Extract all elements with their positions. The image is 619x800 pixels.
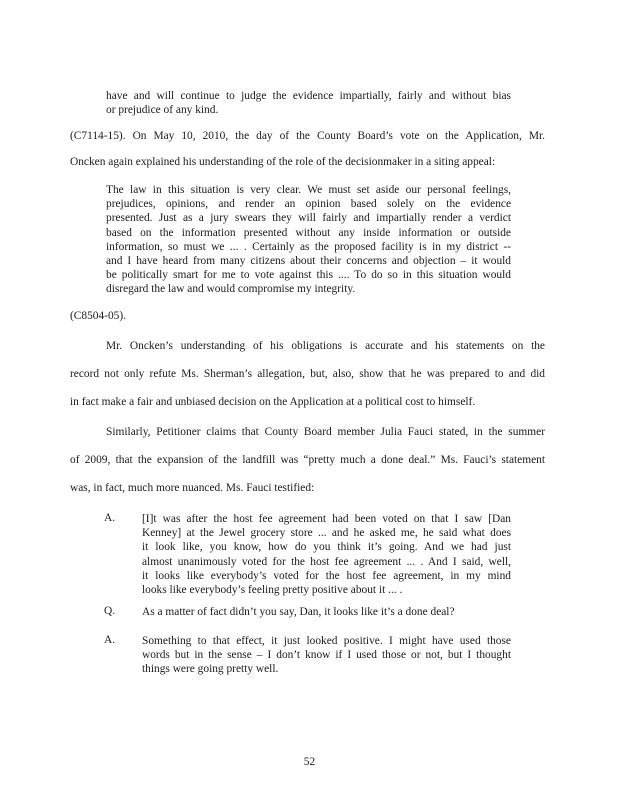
testimony-line: Kenney] at the Jewel grocery store ... and he asked me, he said what does xyxy=(142,527,511,540)
page-number: 52 xyxy=(303,756,316,768)
para2-line-2: record not only refute Ms. Sherman’s allegation, but, also, show that he was prepared to and did xyxy=(70,368,545,380)
citation: (C8504-05). xyxy=(70,310,126,322)
top-quote-line-2: or prejudice of any kind. xyxy=(106,104,219,116)
testimony-answer xyxy=(142,634,511,677)
block-quote-line: information, so must we ... . Certainly as the proposed facility is in my district -- xyxy=(106,240,511,253)
testimony-line: Something to that effect, it just looked positive. I might have used those xyxy=(142,635,511,647)
block-quote-line: be politically smart for me to vote against this .... To do so in this situation would xyxy=(106,269,511,282)
testimony-label: A. xyxy=(104,634,116,646)
testimony-line: [I]t was after the host fee agreement had been voted on that I saw [Dan xyxy=(142,513,511,525)
testimony-line: looks like everybody’s feeling pretty positive about it ... . xyxy=(142,583,403,596)
block-quote-line: prejudices, opinions, and render an opinion based solely on the evidence xyxy=(106,198,511,211)
para1-line-1: (C7114-15). On May 10, 2010, the day of the County Board’s vote on the Application, Mr. xyxy=(70,130,545,142)
para2-line-3: in fact make a fair and unbiased decision on the Application at a political cost to himself. xyxy=(70,396,476,408)
testimony-label: Q. xyxy=(104,605,116,617)
block-quote-line: disregard the law and would compromise my integrity. xyxy=(106,283,356,296)
block-quote-line: The law in this situation is very clear. We must set aside our personal feelings, xyxy=(106,184,511,196)
testimony-answer xyxy=(142,512,511,597)
testimony-label: A. xyxy=(104,512,116,524)
testimony-line: it looks like everybody’s voted for the host fee agreement, in my mind xyxy=(142,569,511,582)
top-quote-line-1: have and will continue to judge the evidence impartially, fairly and without bias xyxy=(106,90,511,102)
testimony-line: As a matter of fact didn’t you say, Dan, it looks like it’s a done deal? xyxy=(142,606,455,618)
block-quote xyxy=(106,183,511,297)
para3-line-3: was, in fact, much more nuanced. Ms. Fauci testified: xyxy=(70,482,315,494)
testimony-line: things were going pretty well. xyxy=(142,663,279,676)
para1-line-2: Oncken again explained his understanding of the role of the decisionmaker in a siting appeal: xyxy=(70,156,496,168)
para3-line-1: Similarly, Petitioner claims that County Board member Julia Fauci stated, in the summer xyxy=(106,426,545,438)
para3-line-2: of 2009, that the expansion of the landfill was “pretty much a done deal.” Ms. Fauci’s statement xyxy=(70,454,545,466)
testimony-question xyxy=(142,605,511,619)
block-quote-line: presented. Just as a jury swears they will fairly and impartially render a verdict xyxy=(106,212,511,225)
block-quote-line: and I have heard from many citizens about their concerns and objection – it would xyxy=(106,254,511,267)
testimony-line: almost unanimously voted for the host fee agreement ... . And I said, well, xyxy=(142,555,511,568)
testimony-line: it look like, you know, how do you think it’s going. And we had just xyxy=(142,541,511,554)
block-quote-line: based on the information presented without any inside information or outside xyxy=(106,226,511,239)
para2-line-1: Mr. Oncken’s understanding of his obligations is accurate and his statements on the xyxy=(106,340,545,352)
testimony-line: words but in the sense – I don’t know if I used those or not, but I thought xyxy=(142,649,511,662)
